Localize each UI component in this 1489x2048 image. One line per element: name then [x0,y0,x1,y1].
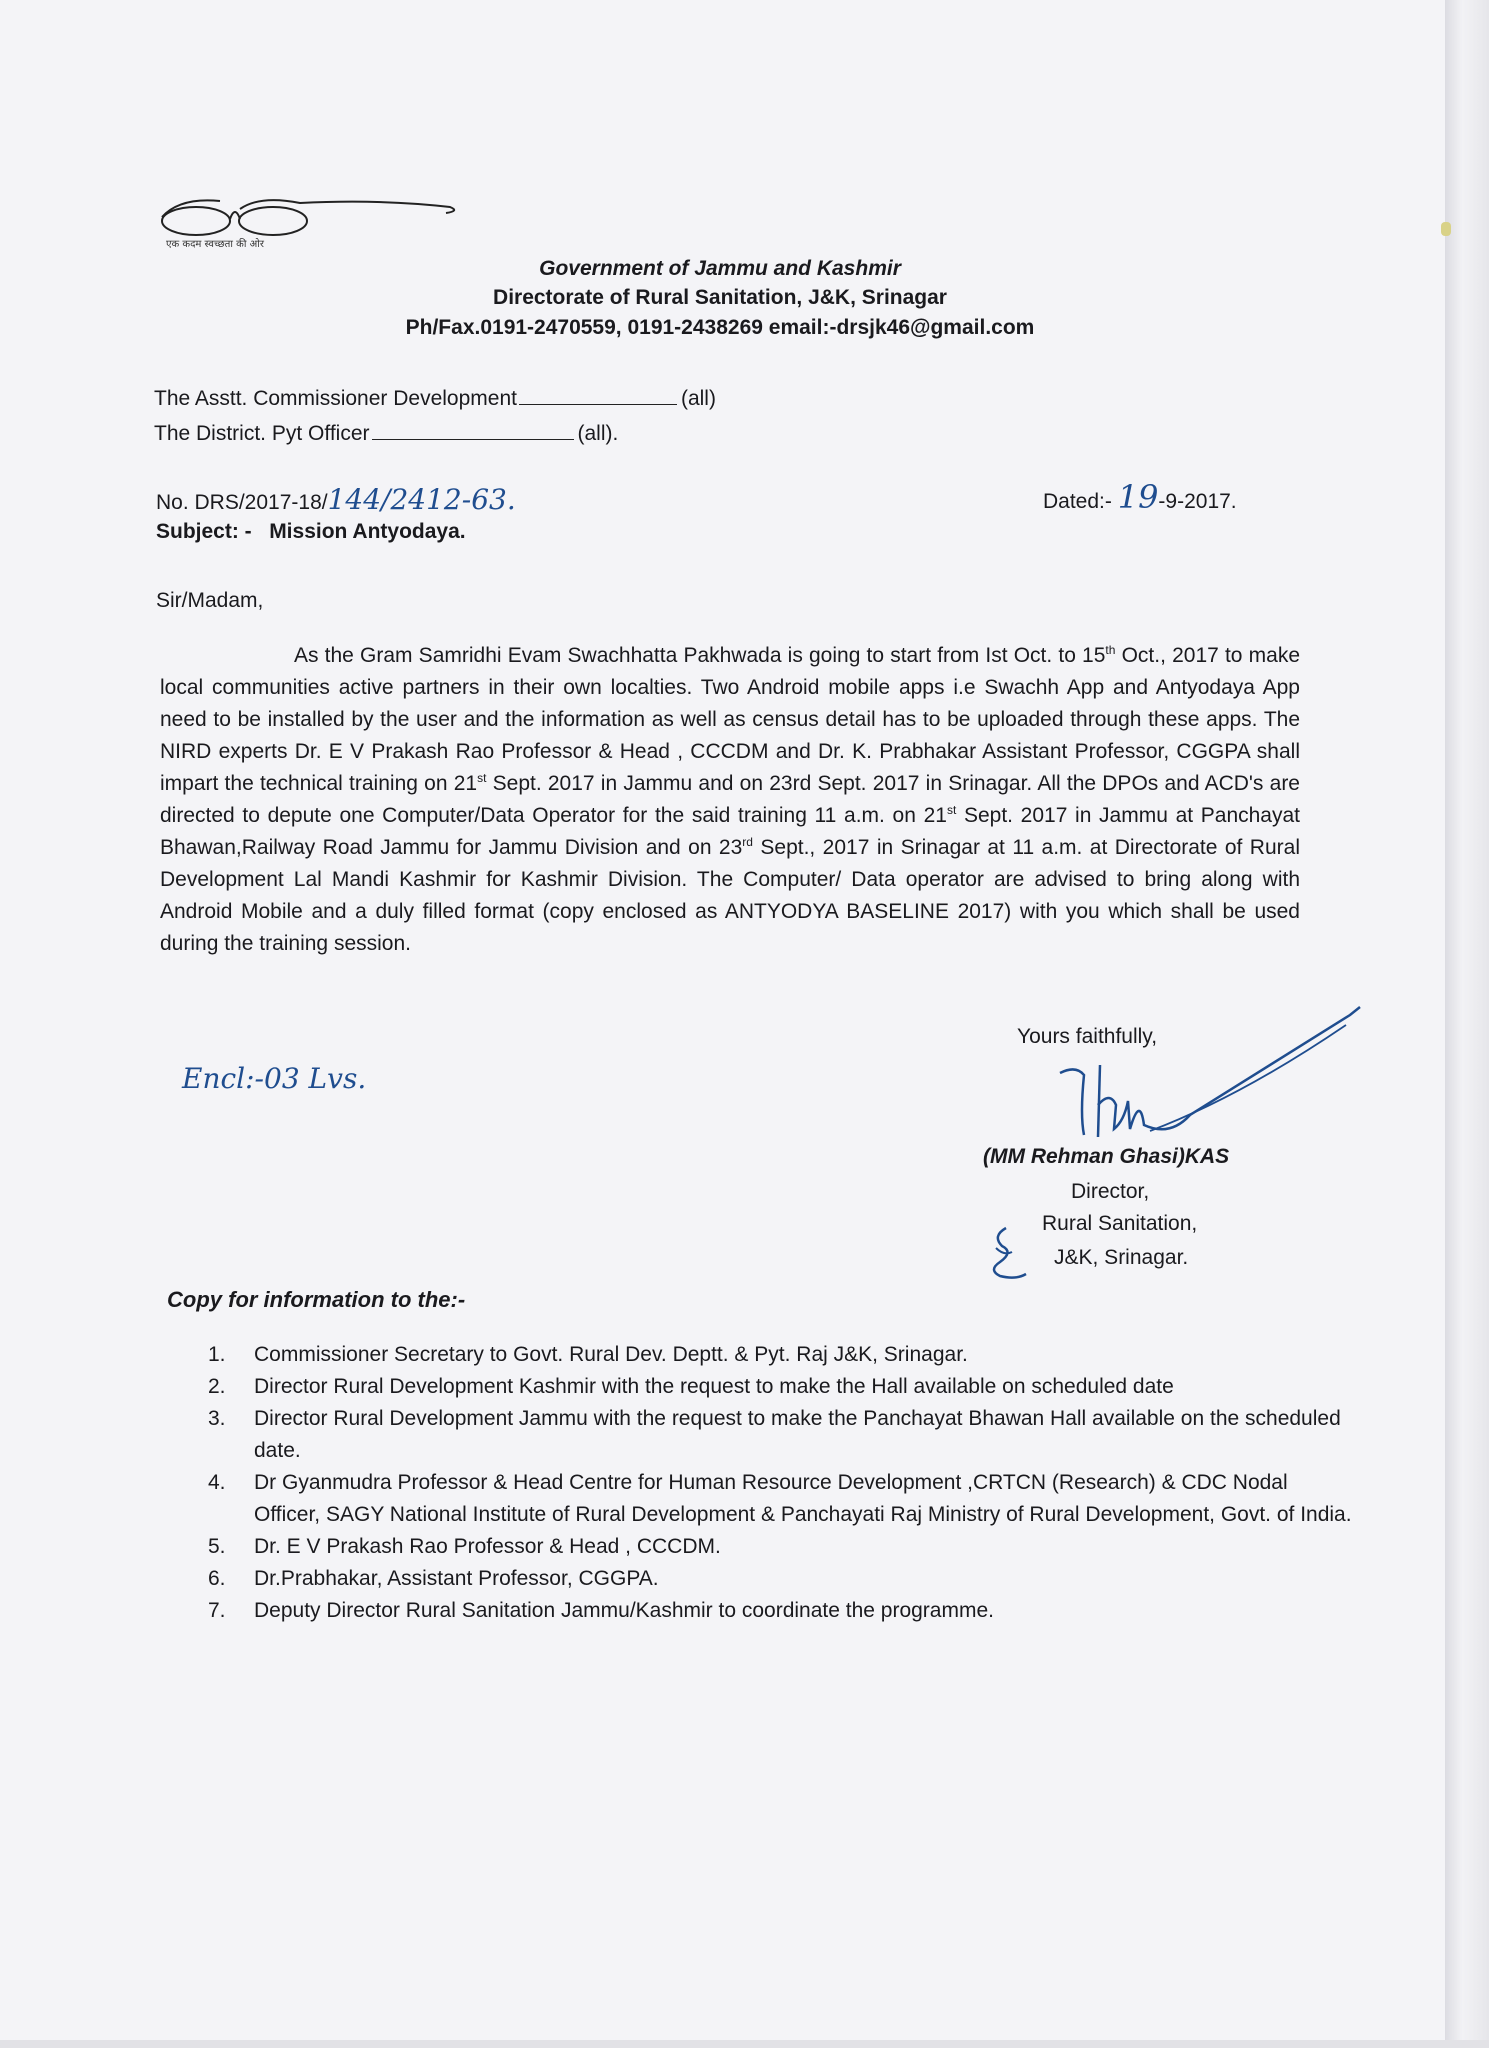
superscript: th [1105,643,1116,657]
signatory-designation-2: Rural Sanitation, [1042,1212,1198,1235]
body-text-part: Sept., 2017 in Srinagar at 11 a.m. at Directorate of Rural Development Lal Mandi Kashmir for Kashmir Division. The Computer/ Data operator are advised to bring along with Android Mobile and a duly filled format (copy enclosed as ANTYODYA BASELINE 2017) with you which shall be used during the training session. [160,836,1300,955]
body-text-part: As the Gram Samridhi Evam Swachhatta Pakhwada is going to start from Ist Oct. to 15 [294,644,1106,667]
body-text-part: Sept. 2017 in Jammu at Panchayat Bhawan,Railway Road Jammu for Jammu Division and on 23 [160,804,1300,859]
list-item-number: 3. [208,1407,226,1430]
list-item-text: Dr.Prabhakar, Assistant Professor, CGGPA. [254,1567,659,1590]
list-item [208,1595,1358,1627]
addressee-acd [154,386,716,411]
list-item-text: Dr. E V Prakash Rao Professor & Head , CCCDM. [254,1535,721,1558]
enclosure-handwritten: Encl:-03 Lvs. [182,1062,367,1095]
list-item [208,1563,1358,1595]
addressee-acd-text: The Asstt. Commissioner Development [154,387,517,410]
signatory-name: (MM Rehman Ghasi)KAS [983,1145,1230,1168]
body-text-part: Sept. 2017 in Jammu and on 23rd Sept. 2017 in Srinagar. All the DPOs and ACD's are directed to depute one Computer/Data Operator for the said training 11 a.m. on 21 [160,772,1300,827]
addressee-dpo-suffix: (all). [577,422,619,445]
addressee-dpo [154,421,618,446]
dated-suffix: -9-2017. [1158,490,1237,513]
list-item-number: 7. [208,1599,226,1622]
superscript: rd [742,835,753,849]
copy-to-list [208,1339,1358,1627]
reference-number-prefix: No. DRS/2017-18/ [156,491,328,514]
dated-handwritten: 19 [1117,478,1159,516]
body-text-part: Oct., 2017 to make local communities active partners in their own localties. Two Android mobile apps i.e Swachh App and Antyodaya App need to be installed by the user and the information as well as census detail has to be uploaded through these apps. The NIRD experts Dr. E V Prakash Rao Professor & Head , CCCDM and Dr. K. Prabhakar Assistant Professor, CGGPA shall impart the technical training on 21 [160,644,1301,795]
list-item-text: Director Rural Development Kashmir with the request to make the Hall available on scheduled date [254,1375,1174,1398]
list-item-number: 4. [208,1471,226,1494]
copy-to-title: Copy for information to the:- [167,1287,466,1312]
reference-number-handwritten: 144/2412-63. [327,483,516,516]
list-item [208,1371,1358,1403]
list-item-number: 1. [208,1343,226,1366]
list-item-number: 6. [208,1567,226,1590]
signatory-designation-3: J&K, Srinagar. [1054,1246,1189,1269]
blank-line [519,386,677,405]
list-item [208,1403,1358,1467]
list-item [208,1467,1358,1531]
dated-prefix: Dated:- [1043,490,1118,513]
letterhead-contact: Ph/Fax.0191-2470559, 0191-2438269 email:-drsjk46@gmail.com [405,316,1035,339]
list-item [208,1531,1358,1563]
list-item-number: 2. [208,1375,226,1398]
addressee-dpo-text: The District. Pyt Officer [154,422,370,445]
subject-line [156,520,466,544]
letterhead-government: Government of Jammu and Kashmir [539,257,901,280]
list-item-text: Dr Gyanmudra Professor & Head Centre for Human Resource Development ,CRTCN (Research) & CDC Nodal Officer, SAGY National Institute of Rural Development & Panchayati Raj Ministry of Rural Development, Govt. of India. [254,1471,1352,1526]
salutation: Sir/Madam, [156,589,264,612]
superscript: st [477,771,487,785]
page-edge-shadow [1445,0,1489,2048]
body-paragraph [160,640,1300,960]
subject-label: Subject: - [156,520,252,543]
dated [1043,478,1237,516]
list-item-text: Deputy Director Rural Sanitation Jammu/Kashmir to coordinate the programme. [254,1599,994,1622]
logo-tagline: एक कदम स्वच्छता की ओर [166,239,264,250]
list-item-text: Commissioner Secretary to Govt. Rural Dev. Deptt. & Pyt. Raj J&K, Srinagar. [254,1343,968,1366]
page-bottom-edge [0,2040,1489,2048]
blank-line [372,421,574,440]
letterhead-directorate: Directorate of Rural Sanitation, J&K, Srinagar [493,286,947,309]
list-item-text: Director Rural Development Jammu with the request to make the Panchayat Bhawan Hall available on the scheduled date. [254,1407,1341,1462]
list-item-number: 5. [208,1535,226,1558]
superscript: st [946,803,957,817]
list-item [208,1339,1358,1371]
signatory-designation-1: Director, [1071,1180,1150,1203]
initial-mark-icon [982,1222,1032,1284]
paper-mark [1441,222,1451,236]
reference-number [156,483,516,516]
closing: Yours faithfully, [1017,1025,1158,1048]
addressee-acd-suffix: (all) [680,387,716,410]
subject-text: Mission Antyodaya. [269,520,466,543]
